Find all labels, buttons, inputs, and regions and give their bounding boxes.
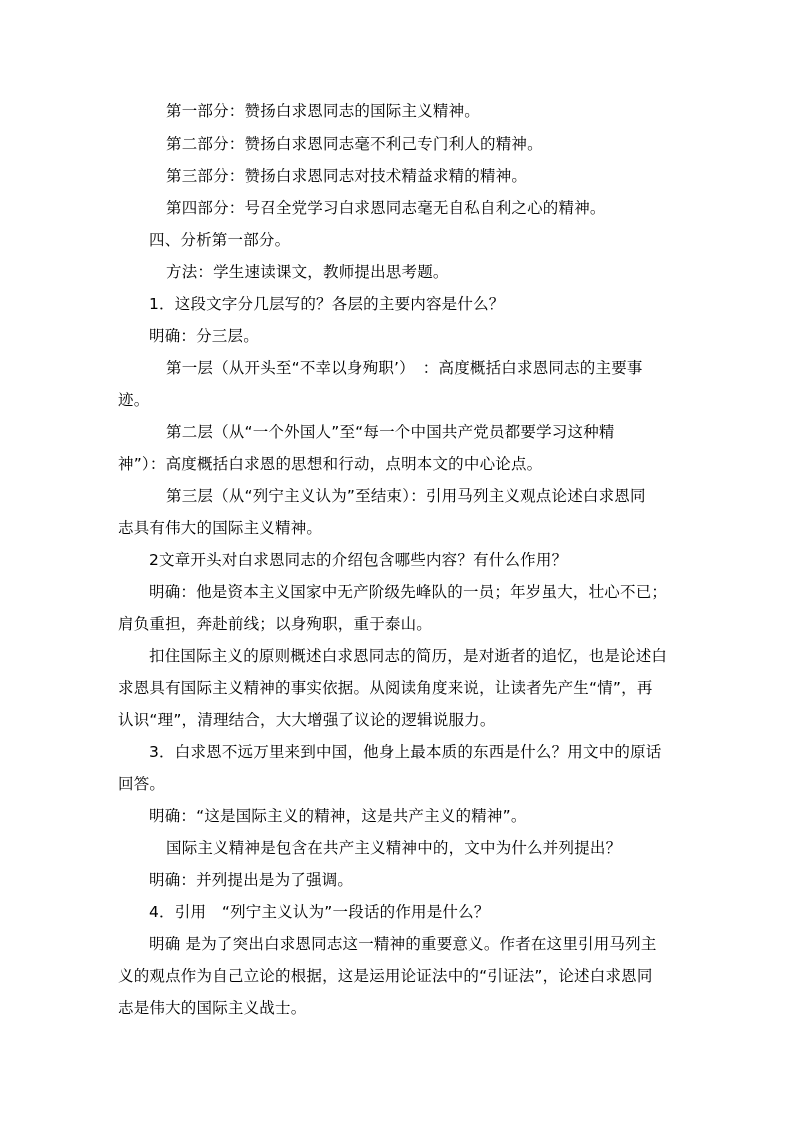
text-line: 志具有伟大的国际主义精神。 (118, 519, 323, 537)
question-line: 1．这段文字分几层写的？各层的主要内容是什么？ (149, 295, 505, 313)
text-line: 迹。 (118, 391, 150, 409)
answer-line: 明确：“这是国际主义的精神，这是共产主义的精神”。 (149, 807, 527, 825)
text-line: 第四部分：号召全党学习白求恩同志毫无自私自利之心的精神。 (166, 199, 606, 217)
answer-line: 明确 是为了突出白求恩同志这一精神的重要意义。作者在这里引用马列主 (149, 935, 657, 953)
text-line: 认识“理”，清理结合，大大增强了议论的逻辑说服力。 (118, 711, 496, 729)
answer-line: 明确：分三层。 (149, 327, 259, 345)
question-line: 2文章开头对白求恩同志的介绍包含哪些内容？有什么作用？ (149, 551, 568, 569)
text-line: 求恩具有国际主义精神的事实依据。从阅读角度来说，让读者先产生“情”，再 (118, 679, 653, 697)
text-line: 方法：学生速读课文，教师提出思考题。 (166, 263, 449, 281)
question-line: 4．引用 “列宁主义认为”一段话的作用是什么？ (149, 903, 490, 921)
question-line: 国际主义精神是包含在共产主义精神中的，文中为什么并列提出？ (166, 839, 622, 857)
text-line: 义的观点作为自己立论的根据，这是运用论证法中的“引证法”，论述白求恩同 (118, 967, 653, 985)
text-line: 肩负重担，奔赴前线；以身殉职，重于泰山。 (118, 615, 433, 633)
text-line: 第三层（从“列宁主义认为”至结束）：引用马列主义观点论述白求恩同 (166, 487, 646, 505)
question-line: 3．白求恩不远万里来到中国，他身上最本质的东西是什么？用文中的原话 (149, 743, 662, 761)
section-heading: 四、分析第一部分。 (149, 231, 291, 249)
text-line: 扣住国际主义的原则概述白求恩同志的简历，是对逝者的追忆，也是论述白 (149, 647, 668, 665)
text-line: 回答。 (118, 775, 166, 793)
text-line: 第二部分：赞扬白求恩同志毫不利己专门利人的精神。 (166, 135, 543, 153)
text-line: 第一层（从开头至“不幸以身殉职’） ：高度概括白求恩同志的主要事 (166, 359, 643, 377)
answer-line: 明确：并列提出是为了强调。 (149, 871, 354, 889)
answer-line: 明确：他是资本主义国家中无产阶级先峰队的一员；年岁虽大，壮心不已； (149, 583, 668, 601)
text-line: 志是伟大的国际主义战士。 (118, 999, 307, 1017)
text-line: 第一部分：赞扬白求恩同志的国际主义精神。 (166, 102, 481, 120)
text-line: 神”）：高度概括白求恩的思想和行动，点明本文的中心论点。 (118, 455, 543, 473)
text-line: 第三部分：赞扬白求恩同志对技术精益求精的精神。 (166, 167, 528, 185)
text-line: 第二层（从“一个外国人”至“每一个中国共产党员都要学习这种精 (166, 423, 615, 441)
